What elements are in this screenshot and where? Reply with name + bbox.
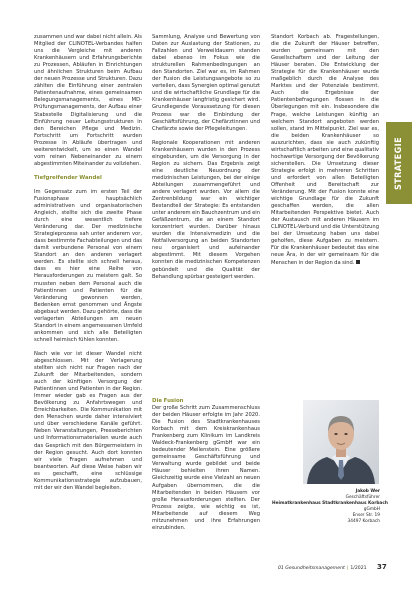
- issue-number: 1/2021: [350, 566, 367, 571]
- section-tab: [386, 122, 412, 204]
- author-contact-line-1: Enser Str. 19: [352, 513, 380, 518]
- text-column-1: [34, 34, 142, 492]
- subheading-tiefgreifender-wandel: Tiefgreifender Wandel: [34, 174, 102, 181]
- column-1-paragraph-1: Im Gegensatz zum im ersten Teil der Fusionsphase hauptsächlich administrativen und organisatorischen Angleich, stellte sich die zweite Phase durch eine wesentlich tiefere Veränderung dar. Der medizinische Strategieprozess sah unter anderem vor, dass bestimmte Fachabteilungen und das damit verbundene Personal von einem Standort an den anderen verlagert werden. Es stellte sich schnell heraus, dass es hier eine Reihe von Herausforderungen zu meistern galt. So mussten neben dem Personal auch die Patientinnen und Patienten für die Veränderung gewonnen werden, Bedenken ernst genommen und Ängste abgebaut werden. Dazu gehörte, dass die verlagerten Abteilungen am neuen Standort in einem angemessenen Umfeld ankommen und sich alle Beteiligten schnell heimisch fühlen konnten.: [34, 188, 142, 343]
- subheading-die-fusion: Die Fusion: [152, 398, 184, 404]
- author-portrait: [303, 400, 379, 484]
- publication-name: 01 Gesundheitsmanagement: [278, 566, 345, 571]
- column-2-paragraph-2: Regionale Kooperationen mit anderen Krankenhäusern wurden in den Prozess eingebunden, um die Versorgung in der Region zu sichern. Das Ergebnis zeigt eine deutliche Neuordnung der medizinischen Leistungen, bei der einige Abteilungen zusammengeführt und andere verlagert wurden. Vor allem die Zentrenbildung war ein wichtiger Bestandteil der Strategie: Es entstanden unter anderem ein Bauchzentrum und ein Gefäßzentrum, die an einem Standort konzentriert wurden. Darüber hinaus wurden die Intensivmedizin und die Notfallversorgung an beiden Standorten neu organisiert und aufeinander abgestimmt. Mit diesem Vorgehen konnten die medizinischen Kompetenzen gebündelt und die Qualität der Behandlung spürbar gesteigert werden.: [152, 139, 260, 280]
- author-contact-line-2: 34497 Korbach: [347, 519, 380, 524]
- text-column-3: [271, 34, 379, 302]
- column-1-paragraph-2: Nach wie vor ist dieser Wandel nicht abgeschlossen. Mit der Verlagerung stellten sich nicht nur Fragen nach der Zukunft der Mitarbeitenden, sondern auch der künftigen Versorgung der Patientinnen und Patienten in der Region. Immer wieder gab es Fragen aus der Bevölkerung zu Anfahrtswegen und Erreichbarkeiten. Die Kommunikation mit den Menschen wurde daher intensiviert und über verschiedene Kanäle geführt. Neben Veranstaltungen, Presseberichten und Informationsmaterialien wurde auch das Gespräch mit den Bürgermeistern in der Region gesucht. Auch dort konnten wir viele Fragen aufnehmen und beantworten. Auf diese Weise haben wir es geschafft, eine schlüssige Kommunikationsstrategie aufzubauen, mit der wir den Wandel begleiten.: [34, 350, 142, 491]
- footer-separator: |: [346, 566, 349, 571]
- section-label: STRATEGIE: [394, 136, 404, 190]
- author-role-line-1: Geschäftsführer: [345, 495, 380, 500]
- author-caption: [272, 489, 388, 525]
- column-2-lower-paragraph: Der große Schritt zum Zusammenschluss der beiden Häuser erfolgte im Jahr 2020. Die Fusion des Stadtkrankenhauses Korbach mit dem Kreiskrankenhaus Frankenberg zum Klinikum im Landkreis Waldeck-Frankenberg gGmbH war ein bedeutender Meilenstein. Eine größere gemeinsame Geschäftsführung und Verwaltung wurde gebildet und beide Häuser behielten ihren Namen. Gleichzeitig wurde eine Vielzahl an neuen Aufgaben übernommen, die die Mitarbeitenden in beiden Häusern vor große Herausforderungen stellten. Der Prozess zeigte, wie wichtig es ist, Mitarbeitende auf diesem Weg mitzunehmen und ihre Erfahrungen einzubinden.: [152, 405, 260, 531]
- author-role-line-3: gGmbH: [363, 507, 380, 512]
- end-of-article-mark: [356, 260, 360, 264]
- text-column-2: [152, 34, 260, 394]
- column-1-intro: zusammen und war dabei nicht allein. Als Mitglied der CLINOTEL-Verbandes halfen uns die Vergleiche mit anderen Krankenhäusern und Erfahrungsberichte zu Prozessen, Abläufen in Einrichtungen und ähnlichen Strukturen beim Aufbau der neuen Prozesse und Strukturen. Dazu zählten die Einführung einer zentralen Patientenaufnahme, eines gemeinsamen Belegungsmanagements, eines MD-Prüfungsmanagements, der Aufbau einer Stabsstelle Digitalisierung und die Einführung neuer Leitungsstrukturen in den Bereichen Pflege und Medizin. Fortschritt um Fortschritt wurden Prozesse in Abläufe übertragen und weiterentwickelt, um so einen Wandel vom reinen Nebeneinander zu einem abgestimmten Miteinander zu vollziehen.: [34, 34, 142, 167]
- page-number: 37: [377, 563, 387, 571]
- author-name: Jakob Wer: [355, 489, 380, 494]
- column-2-paragraph-1: Sammlung, Analyse und Bewertung von Daten zur Auslastung der Stationen, zu Fallzahlen und Verweildauern standen dabei ebenso im Fokus wie die strukturellen Rahmenbedingungen an den Standorten. Ziel war es, im Rahmen der Fusion die Leistungsangebote so zu verteilen, dass Synergien optimal genutzt und die wirtschaftliche Grundlage für die Krankenhäuser langfristig gesichert wird. Grundlegende Voraussetzung für diesen Prozess war die Einbindung der Geschäftsführung, der Chefärztinnen und Chefärzte sowie der Pflegeleitungen.: [152, 34, 260, 132]
- page-footer: [278, 566, 388, 571]
- portrait-illustration: [303, 400, 379, 484]
- text-column-2-lower: [152, 398, 260, 532]
- column-3-paragraph: Standort Korbach ab. Fragestellungen, die die Zukunft der Häuser betreffen, wurden gemeinsam mit den Gesellschaftern und der Leitung der Häuser beraten. Die Entwicklung der Strategie für die Krankenhäuser wurde maßgeblich durch die Analyse des Marktes und der Potenziale bestimmt. Auch die Ergebnisse der Patientenbefragungen flossen in die Überlegungen mit ein. Insbesondere die Frage, welche Leistungen künftig an welchem Standort angeboten werden sollen, stand im Mittelpunkt. Ziel war es, die beiden Krankenhäuser so auszurichten, dass sie auch zukünftig wirtschaftlich arbeiten und eine qualitativ hochwertige Versorgung der Bevölkerung sicherstellen. Die Umsetzung dieser Strategie erfolgt in mehreren Schritten und erfordert von allen Beteiligten Offenheit und Bereitschaft zur Veränderung. Mit der Fusion konnte eine wichtige Grundlage für die Zukunft geschaffen werden, die allen Mitarbeitenden Perspektive bietet. Auch der Austausch mit anderen Häusern im CLINOTEL-Verbund und die Unterstützung bei der Umsetzung haben uns dabei geholfen, diese Aufgaben zu meistern. Für die Krankenhäuser bedeutet das eine neue Ära, in der wir gemeinsam für die Menschen in der Region da sind.: [271, 34, 379, 266]
- author-role-line-2: Heimatkrankenhaus Stadtkrankenhaus Korbach: [272, 501, 388, 506]
